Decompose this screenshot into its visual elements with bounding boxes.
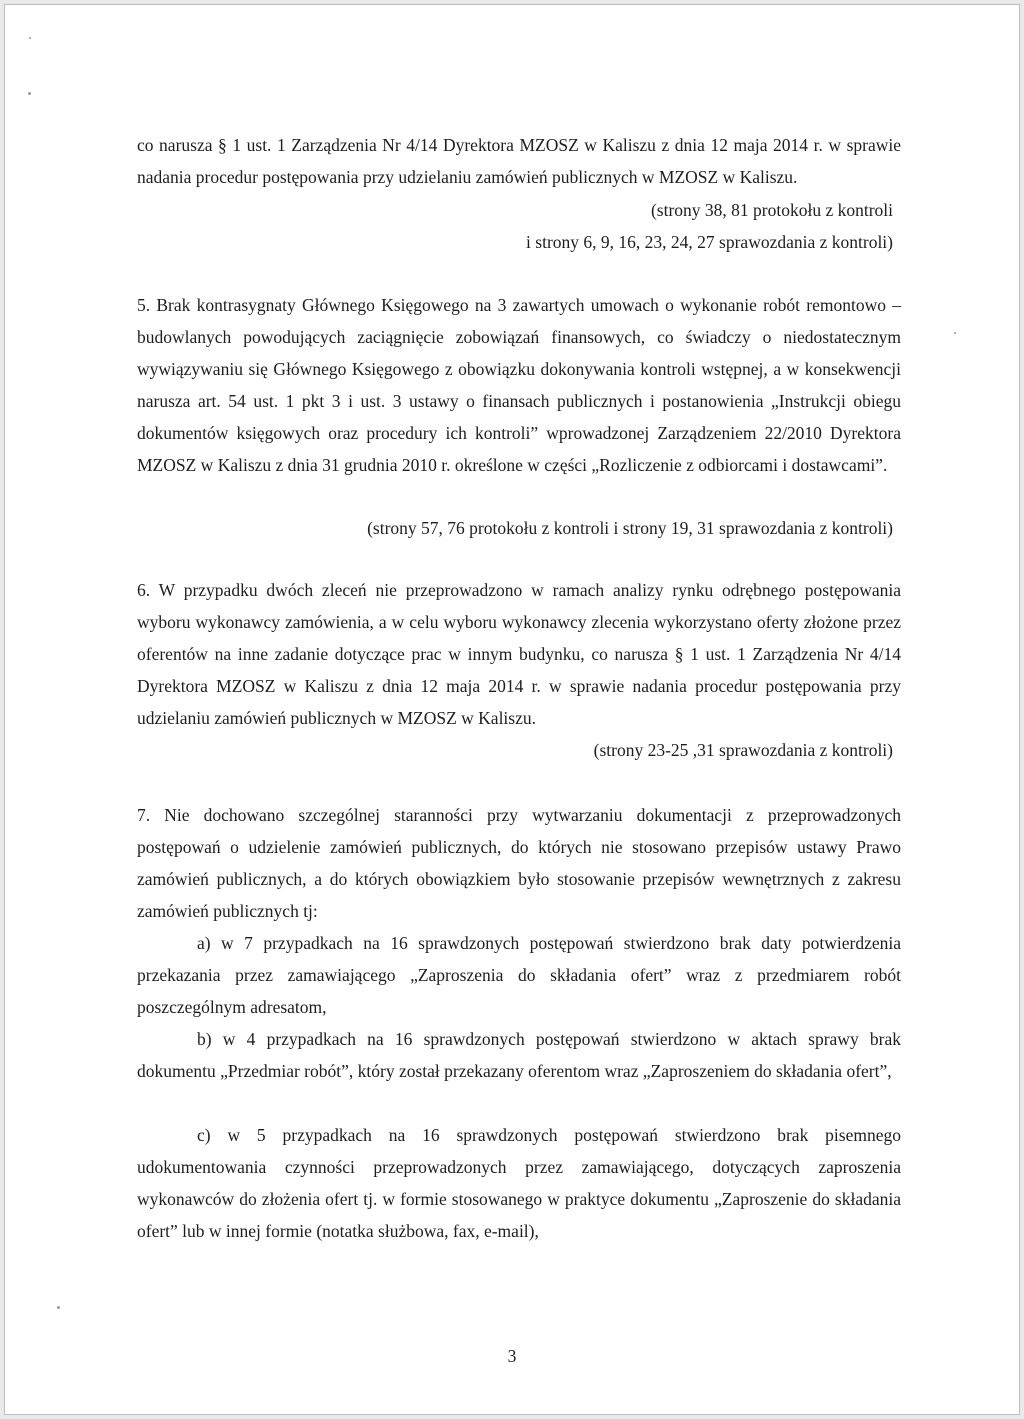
finding-5-paragraph: 5. Brak kontrasygnaty Głównego Księgowego na 3 zawartych umowach o wykonanie robót remontowo – budowlanych powodujących zaciągnięcie zobowiązań finansowych, co świadczy o niedostatecznym wywiązywaniu się Głównego Księgowego z obowiązku dokonywania kontroli wstępnej, a w konsekwencji narusza art. 54 ust. 1 pkt 3 i ust. 3 ustawy o finansach publicznych i postanowienia „Instrukcji obiegu dokumentów księgowych oraz procedury ich kontroli” wprowadzonej Zarządzeniem 22/2010 Dyrektora MZOSZ w Kaliszu z dnia 31 grudnia 2010 r. określone w części „Rozliczenie z odbiorcami i dostawcami”.	[137, 295, 901, 475]
finding-6-paragraph: 6. W przypadku dwóch zleceń nie przeprowadzono w ramach analizy rynku odrębnego postępowania wyboru wykonawcy zamówienia, a w celu wyboru wykonawcy zlecenia wykorzystano oferty złożone przez oferentów na inne zadanie dotyczące prac w innym budynku, co narusza § 1 ust. 1 Zarządzenia Nr 4/14 Dyrektora MZOSZ w Kaliszu z dnia 12 maja 2014 r. w sprawie nadania procedur postępowania przy udzielaniu zamówień publicznych w MZOSZ w Kaliszu.	[137, 580, 901, 728]
finding-7-paragraph: 7. Nie dochowano szczególnej staranności przy wytwarzaniu dokumentacji z przeprowadzonych postępowań o udzielenie zamówień publicznych, do których nie stosowano przepisów ustawy Prawo zamówień publicznych, a do których obowiązkiem było stosowanie przepisów wewnętrznych z zakresu zamówień publicznych tj:	[137, 805, 901, 921]
continuation-reference-line-1: (strony 38, 81 protokołu z kontroli	[650, 200, 893, 220]
continuation-paragraph: co narusza § 1 ust. 1 Zarządzenia Nr 4/14 Dyrektora MZOSZ w Kaliszu z dnia 12 maja 2014 r. w sprawie nadania procedur postępowania przy udzielaniu zamówień publicznych w MZOSZ w Kaliszu.	[137, 135, 901, 187]
finding-6-reference: (strony 23-25 ,31 sprawozdania z kontroli)	[593, 740, 893, 760]
finding-7a-paragraph: a) w 7 przypadkach na 16 sprawdzonych postępowań stwierdzono brak daty potwierdzenia przekazania przez zamawiającego „Zaproszenia do składania ofert” wraz z przedmiarem robót poszczególnym adresatom,	[137, 933, 901, 1017]
scan-speck	[28, 92, 31, 95]
scan-speck	[954, 332, 956, 334]
finding-7b-paragraph: b) w 4 przypadkach na 16 sprawdzonych postępowań stwierdzono w aktach sprawy brak dokumentu „Przedmiar robót”, który został przekazany oferentom wraz „Zaproszeniem do składania ofert”,	[137, 1029, 901, 1081]
finding-7c-paragraph: c) w 5 przypadkach na 16 sprawdzonych postępowań stwierdzono brak pisemnego udokumentowania czynności przeprowadzonych przez zamawiającego, dotyczących zaproszenia wykonawców do złożenia ofert tj. w formie stosowanego w praktyce dokumentu „Zaproszenie do składania ofert” lub w innej formie (notatka służbowa, fax, e-mail),	[137, 1125, 901, 1241]
document-page	[4, 4, 1020, 1415]
scan-speck	[57, 1306, 60, 1309]
finding-5-reference: (strony 57, 76 protokołu z kontroli i strony 19, 31 sprawozdania z kontroli)	[367, 518, 893, 538]
page-number: 3	[507, 1346, 517, 1366]
scan-speck	[29, 37, 31, 39]
continuation-reference-line-2: i strony 6, 9, 16, 23, 24, 27 sprawozdania z kontroli)	[526, 232, 893, 252]
